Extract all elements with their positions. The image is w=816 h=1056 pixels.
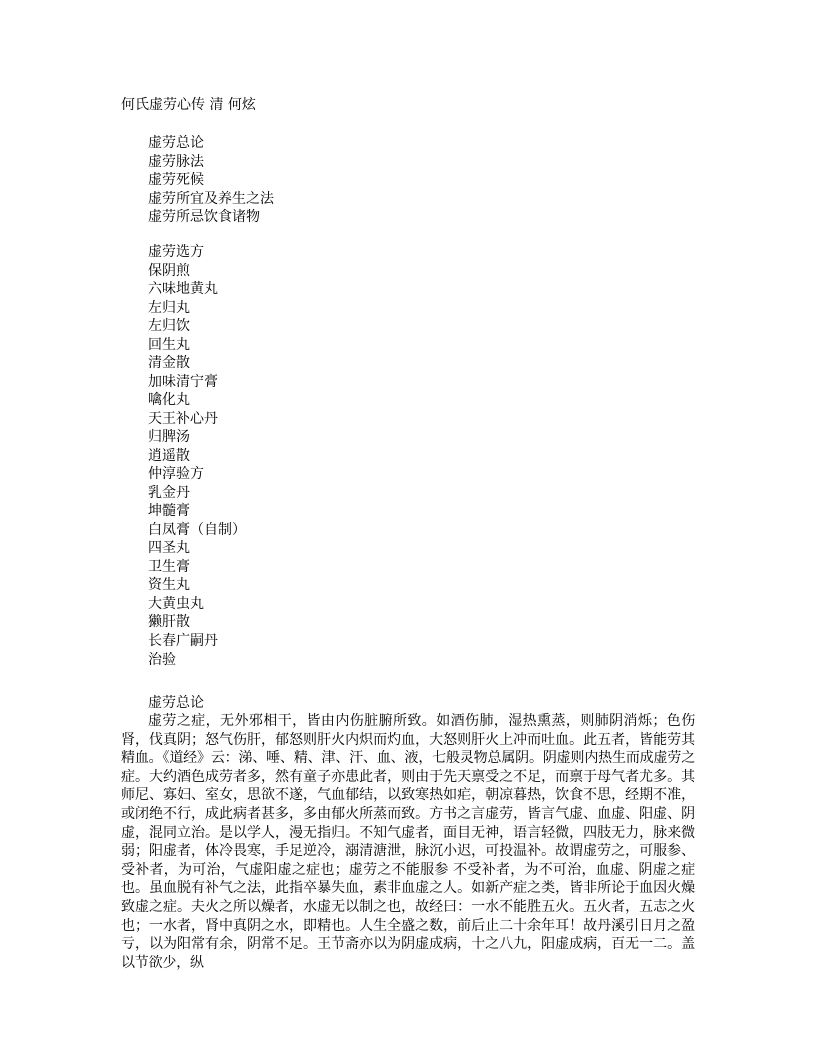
toc-general-item: 虚劳脉法: [148, 153, 204, 170]
toc-formula-item: 归脾汤: [148, 429, 190, 445]
toc-formula-item: 逍遥散: [148, 447, 190, 464]
toc-formula-item: 四圣丸: [148, 540, 190, 556]
table-of-contents-formulas: [148, 243, 246, 650]
body-paragraph: 虚劳之症，无外邪相干，皆由内伤脏腑所致。如酒伤肺，湿热熏蒸，则肺阴消烁；色伤肾，伐真阴；怒气伤肝，郁怒则肝火内炽而灼血，大怒则肝火上冲而吐血。此五者，皆能劳其精血。《道经》云：涕、唾、精、津、汗、血、液，七般灵物总属阴。阴虚则内热生而成虚劳之症。大约酒色成劳者多，然有童子亦患此者，则由于先天禀受之不足，而禀于母气者尤多。其师尼、寡妇、室女，思欲不遂，气血郁结，以致寒热如疟，朝凉暮热，饮食不思，经期不准，或闭绝不行，成此病者甚多，多由郁火所蒸而致。方书之言虚劳，皆言气虚、血虚、阳虚、阴虚，混同立治。是以学人，漫无指归。不知气虚者，面目无神，语言轻微，四肢无力，脉来微弱；阳虚者，体冷畏寒，手足逆冷，溺清溏泄，脉沉小迟，可投温补。故谓虚劳之，可服参、 受补者，为可治，气虚阳虚之症也；虚劳之不能服参 不受补者，为不可治，血虚、阴虚之症也。虽血脱有补气之法，此指卒暴失血，素非血虚之人。如新产症之类，皆非所论于血因火燥致虚之症。夫火之所以燥者，水虚无以制之也，故经曰：一水不能胜五火。五火者，五志之火也；一水者，肾中真阴之水，即精也。人生全盛之数，前后止二十余年耳！故丹溪引日月之盈亏，以为阳常有余，阴常不足。王节斋亦以为阴虚成病，十之八九，阳虚成病，百无一二。盖以节欲少，纵: [121, 713, 695, 971]
toc-formula-item: 仲淳验方: [148, 466, 204, 482]
toc-formula-item: 长春广嗣丹: [148, 632, 218, 649]
toc-general-item: 虚劳死候: [148, 172, 204, 188]
toc-formula-item: 六味地黄丸: [148, 281, 218, 297]
toc-formula-item: 坤髓膏: [148, 503, 190, 519]
table-of-contents-general: [148, 134, 274, 227]
toc-formula-item: 大黄虫丸: [148, 595, 204, 612]
toc-formula-item: 白凤膏（自制）: [148, 521, 246, 538]
toc-formula-item: 虚劳选方: [148, 244, 204, 260]
toc-formula-item: 左归丸: [148, 299, 190, 316]
toc-formula-item: 加味清宁膏: [148, 373, 218, 390]
toc-general-item: 虚劳所忌饮食诸物: [148, 209, 260, 225]
toc-formula-item: 天王补心丹: [148, 410, 218, 427]
toc-formula-item: 乳金丹: [148, 484, 190, 501]
document-title: 何氏虚劳心传 清 何炫: [121, 97, 256, 113]
section-label-case-records: 治验: [148, 652, 176, 668]
toc-general-item: 虚劳所宜及养生之法: [148, 190, 274, 207]
toc-general-item: 虚劳总论: [148, 135, 204, 151]
toc-formula-item: 卫生膏: [148, 558, 190, 575]
body-section-heading: 虚劳总论: [148, 695, 204, 711]
toc-formula-item: 噙化丸: [148, 392, 190, 408]
toc-formula-item: 左归饮: [148, 318, 190, 334]
toc-formula-item: 清金散: [148, 355, 190, 371]
toc-formula-item: 资生丸: [148, 577, 190, 593]
toc-formula-item: 保阴煎: [148, 262, 190, 279]
toc-formula-item: 回生丸: [148, 336, 190, 353]
toc-formula-item: 獭肝散: [148, 614, 190, 630]
